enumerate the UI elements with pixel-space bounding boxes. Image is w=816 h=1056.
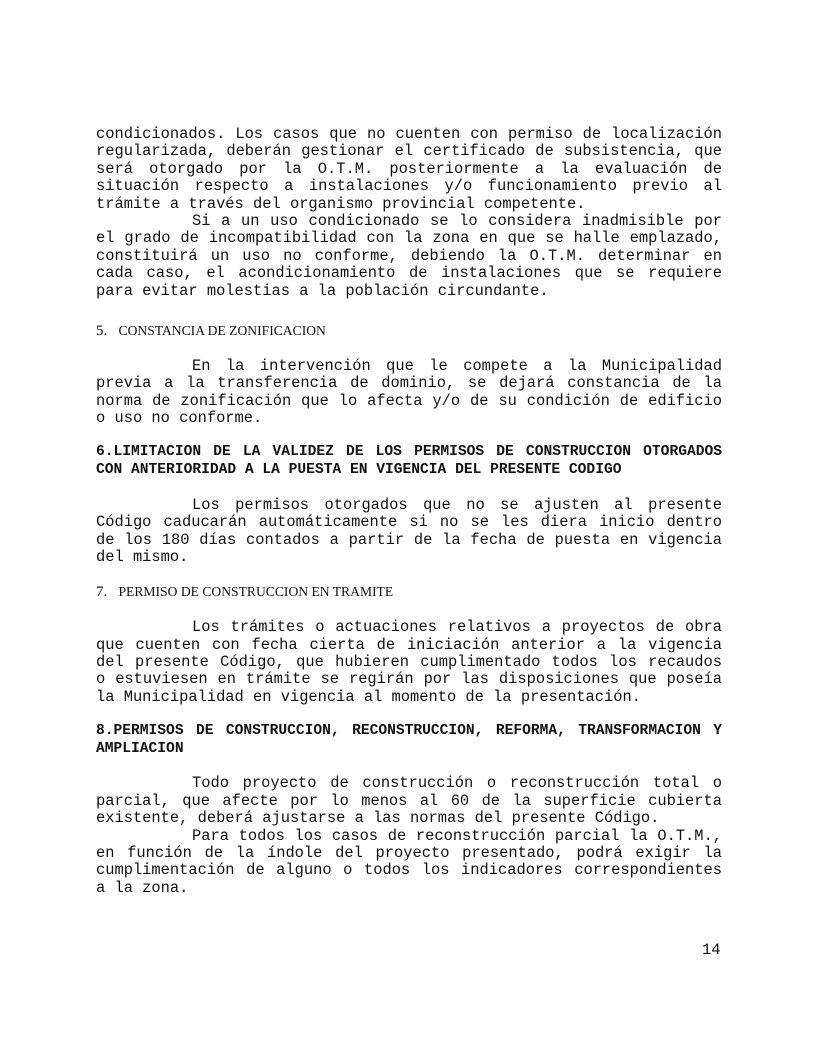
section-title: CONSTANCIA DE ZONIFICACION: [118, 323, 326, 339]
section-number: 6.: [96, 444, 114, 461]
section-heading-6: [96, 444, 722, 479]
section-title: LIMITACION DE LA VALIDEZ DE LOS PERMISOS DE CONSTRUCCION OTORGADOS CON ANTERIORIDAD A LA PUESTA EN VIGENCIA DEL PRESENTE CODIGO: [96, 444, 722, 478]
section-number: 8.: [96, 723, 114, 740]
paragraph: En la intervención que le compete a la Municipalidad previa a la transferencia de dominio, se dejará constancia de la norma de zonificación que lo afecta y/o de su condición de edificio o uso no conforme.: [96, 356, 722, 428]
paragraph: Si a un uso condicionado se lo considera inadmisible por el grado de incompatibilidad con la zona en que se halle emplazado, constituirá un uso no conforme, debiendo la O.T.M. determinar en cada caso, el acondicionamiento de instalaciones que se requiere para evitar molestias a la población circundante.: [96, 212, 722, 300]
paragraph: Para todos los casos de reconstrucción parcial la O.T.M., en función de la índole del proyecto presentado, podrá exigir la cumplimentación de alguno o todos los indicadores correspondientes a la zona.: [96, 826, 722, 897]
page-number: 14: [702, 941, 721, 959]
paragraph: Todo proyecto de construcción o reconstrucción total o parcial, que afecte por lo menos al 60 de la superficie cubierta existente, deberá ajustarse a las normas del presente Código.: [96, 774, 722, 828]
paragraph: Los trámites o actuaciones relativos a proyectos de obra que cuenten con fecha cierta de iniciación anterior a la vigencia del presente Código, que hubieren cumplimentado todos los recaudos o estuviesen en trámite se regirán por las disposiciones que poseía la Municipalidad en vigencia al momento de la presentación.: [96, 618, 722, 706]
paragraph: Los permisos otorgados que no se ajusten al presente Código caducarán automáticamente si no se les diera inicio dentro de los 180 días contados a partir de la fecha de puesta en vigencia del mismo.: [96, 495, 722, 566]
section-title: PERMISOS DE CONSTRUCCION, RECONSTRUCCION, REFORMA, TRANSFORMACION Y AMPLIACION: [96, 723, 722, 757]
section-title: PERMISO DE CONSTRUCCION EN TRAMITE: [118, 584, 394, 600]
section-heading-8: [96, 723, 722, 758]
section-number: 7.: [96, 584, 108, 601]
section-number: 5.: [96, 323, 108, 340]
section-heading-5: [96, 322, 722, 340]
document-page: [96, 126, 722, 897]
paragraph: condicionados. Los casos que no cuenten con permiso de localización regularizada, deberán gestionar el certificado de subsistencia, que será otorgado por la O.T.M. posteriormente a la evaluación de situación respecto a instalaciones y/o funcionamiento previo al trámite a través del organismo provincial competente.: [96, 125, 722, 213]
section-heading-7: [96, 583, 722, 601]
